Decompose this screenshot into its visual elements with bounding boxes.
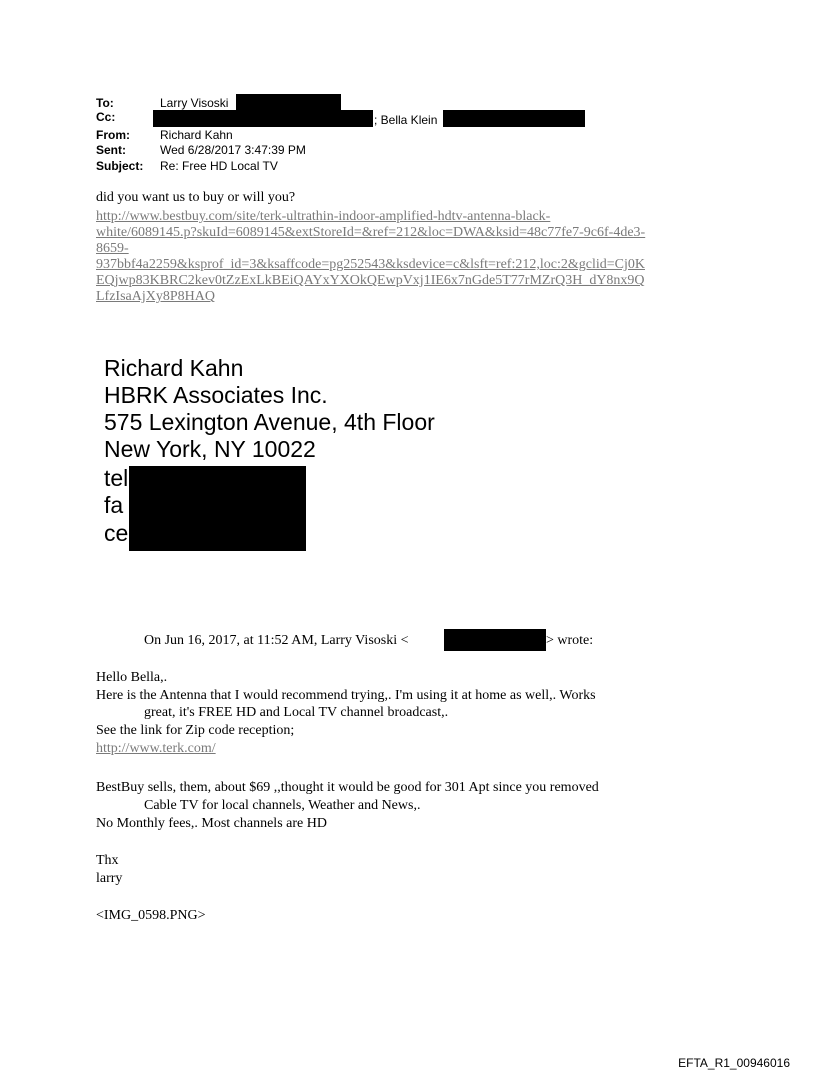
signature-address: 575 Lexington Avenue, 4th Floor — [104, 409, 435, 435]
quote-para1-line1: Here is the Antenna that I would recommend trying,. I'm using it at home as well,. Works — [96, 688, 596, 703]
quote-thx: Thx — [96, 853, 119, 868]
sent-label: Sent: — [96, 143, 126, 157]
link-line[interactable]: EQjwp83KBRC2kev0tZzExLkBEiQAYxYXOkQEwpVxj1IE6x7nGde5T77rMZrQ3H_dY8nx9Q — [96, 273, 645, 288]
attachment-placeholder: <IMG_0598.PNG> — [96, 908, 206, 923]
to-value: Larry Visoski — [160, 96, 229, 110]
redaction-block — [236, 94, 341, 111]
subject-value: Re: Free HD Local TV — [160, 159, 278, 173]
redaction-block — [153, 110, 373, 127]
quote-para2-line1: BestBuy sells, them, about $69 ,,thought it would be good for 301 Apt since you removed — [96, 780, 599, 795]
quote-para1-line2: great, it's FREE HD and Local TV channel broadcast,. — [144, 705, 449, 720]
signature-city: New York, NY 10022 — [104, 436, 316, 462]
quote-para2-line2: Cable TV for local channels, Weather and News,. — [144, 798, 421, 813]
link-line[interactable]: white/6089145.p?skuId=6089145&extStoreId=&ref=212&loc=DWA&ksid=48c77fe7-9c6f-4de3- — [96, 225, 646, 240]
signature-fax-prefix: fa — [104, 492, 124, 518]
signature-company: HBRK Associates Inc. — [104, 382, 328, 408]
link-line[interactable]: 937bbf4a2259&ksprof_id=3&ksaffcode=pg252543&ksdevice=c&lsft=ref:212,loc:2&gclid=Cj0K — [96, 257, 645, 272]
terk-link[interactable]: http://www.terk.com/ — [96, 741, 216, 756]
quote-see-link: See the link for Zip code reception; — [96, 723, 295, 738]
cc-value: ; Bella Klein — [374, 113, 438, 127]
from-label: From: — [96, 128, 130, 142]
redaction-block — [443, 110, 585, 127]
quote-intro-end: > wrote: — [546, 633, 594, 648]
quote-greeting: Hello Bella,. — [96, 670, 168, 685]
to-label: To: — [96, 96, 114, 110]
link-line[interactable]: LfzIsaAjXy8P8HAQ — [96, 289, 215, 304]
redaction-block — [444, 629, 546, 651]
quote-intro: On Jun 16, 2017, at 11:52 AM, Larry Visoski < — [144, 633, 409, 648]
document-id: EFTA_R1_00946016 — [678, 1056, 790, 1070]
signature-name: Richard Kahn — [104, 355, 244, 381]
redaction-block — [129, 466, 306, 551]
reply-text: did you want us to buy or will you? — [96, 190, 296, 205]
from-value: Richard Kahn — [160, 128, 233, 142]
subject-label: Subject: — [96, 159, 144, 173]
signature-tel-prefix: tel — [104, 465, 129, 491]
link-line[interactable]: http://www.bestbuy.com/site/terk-ultrathin-indoor-amplified-hdtv-antenna-black- — [96, 209, 551, 224]
cc-label: Cc: — [96, 110, 116, 124]
signature-cell-prefix: ce — [104, 520, 129, 546]
bestbuy-link[interactable] — [96, 209, 645, 305]
quote-signoff: larry — [96, 871, 123, 886]
link-line[interactable]: 8659- — [96, 241, 129, 256]
sent-value: Wed 6/28/2017 3:47:39 PM — [160, 143, 306, 157]
quote-para2-line3: No Monthly fees,. Most channels are HD — [96, 816, 327, 831]
